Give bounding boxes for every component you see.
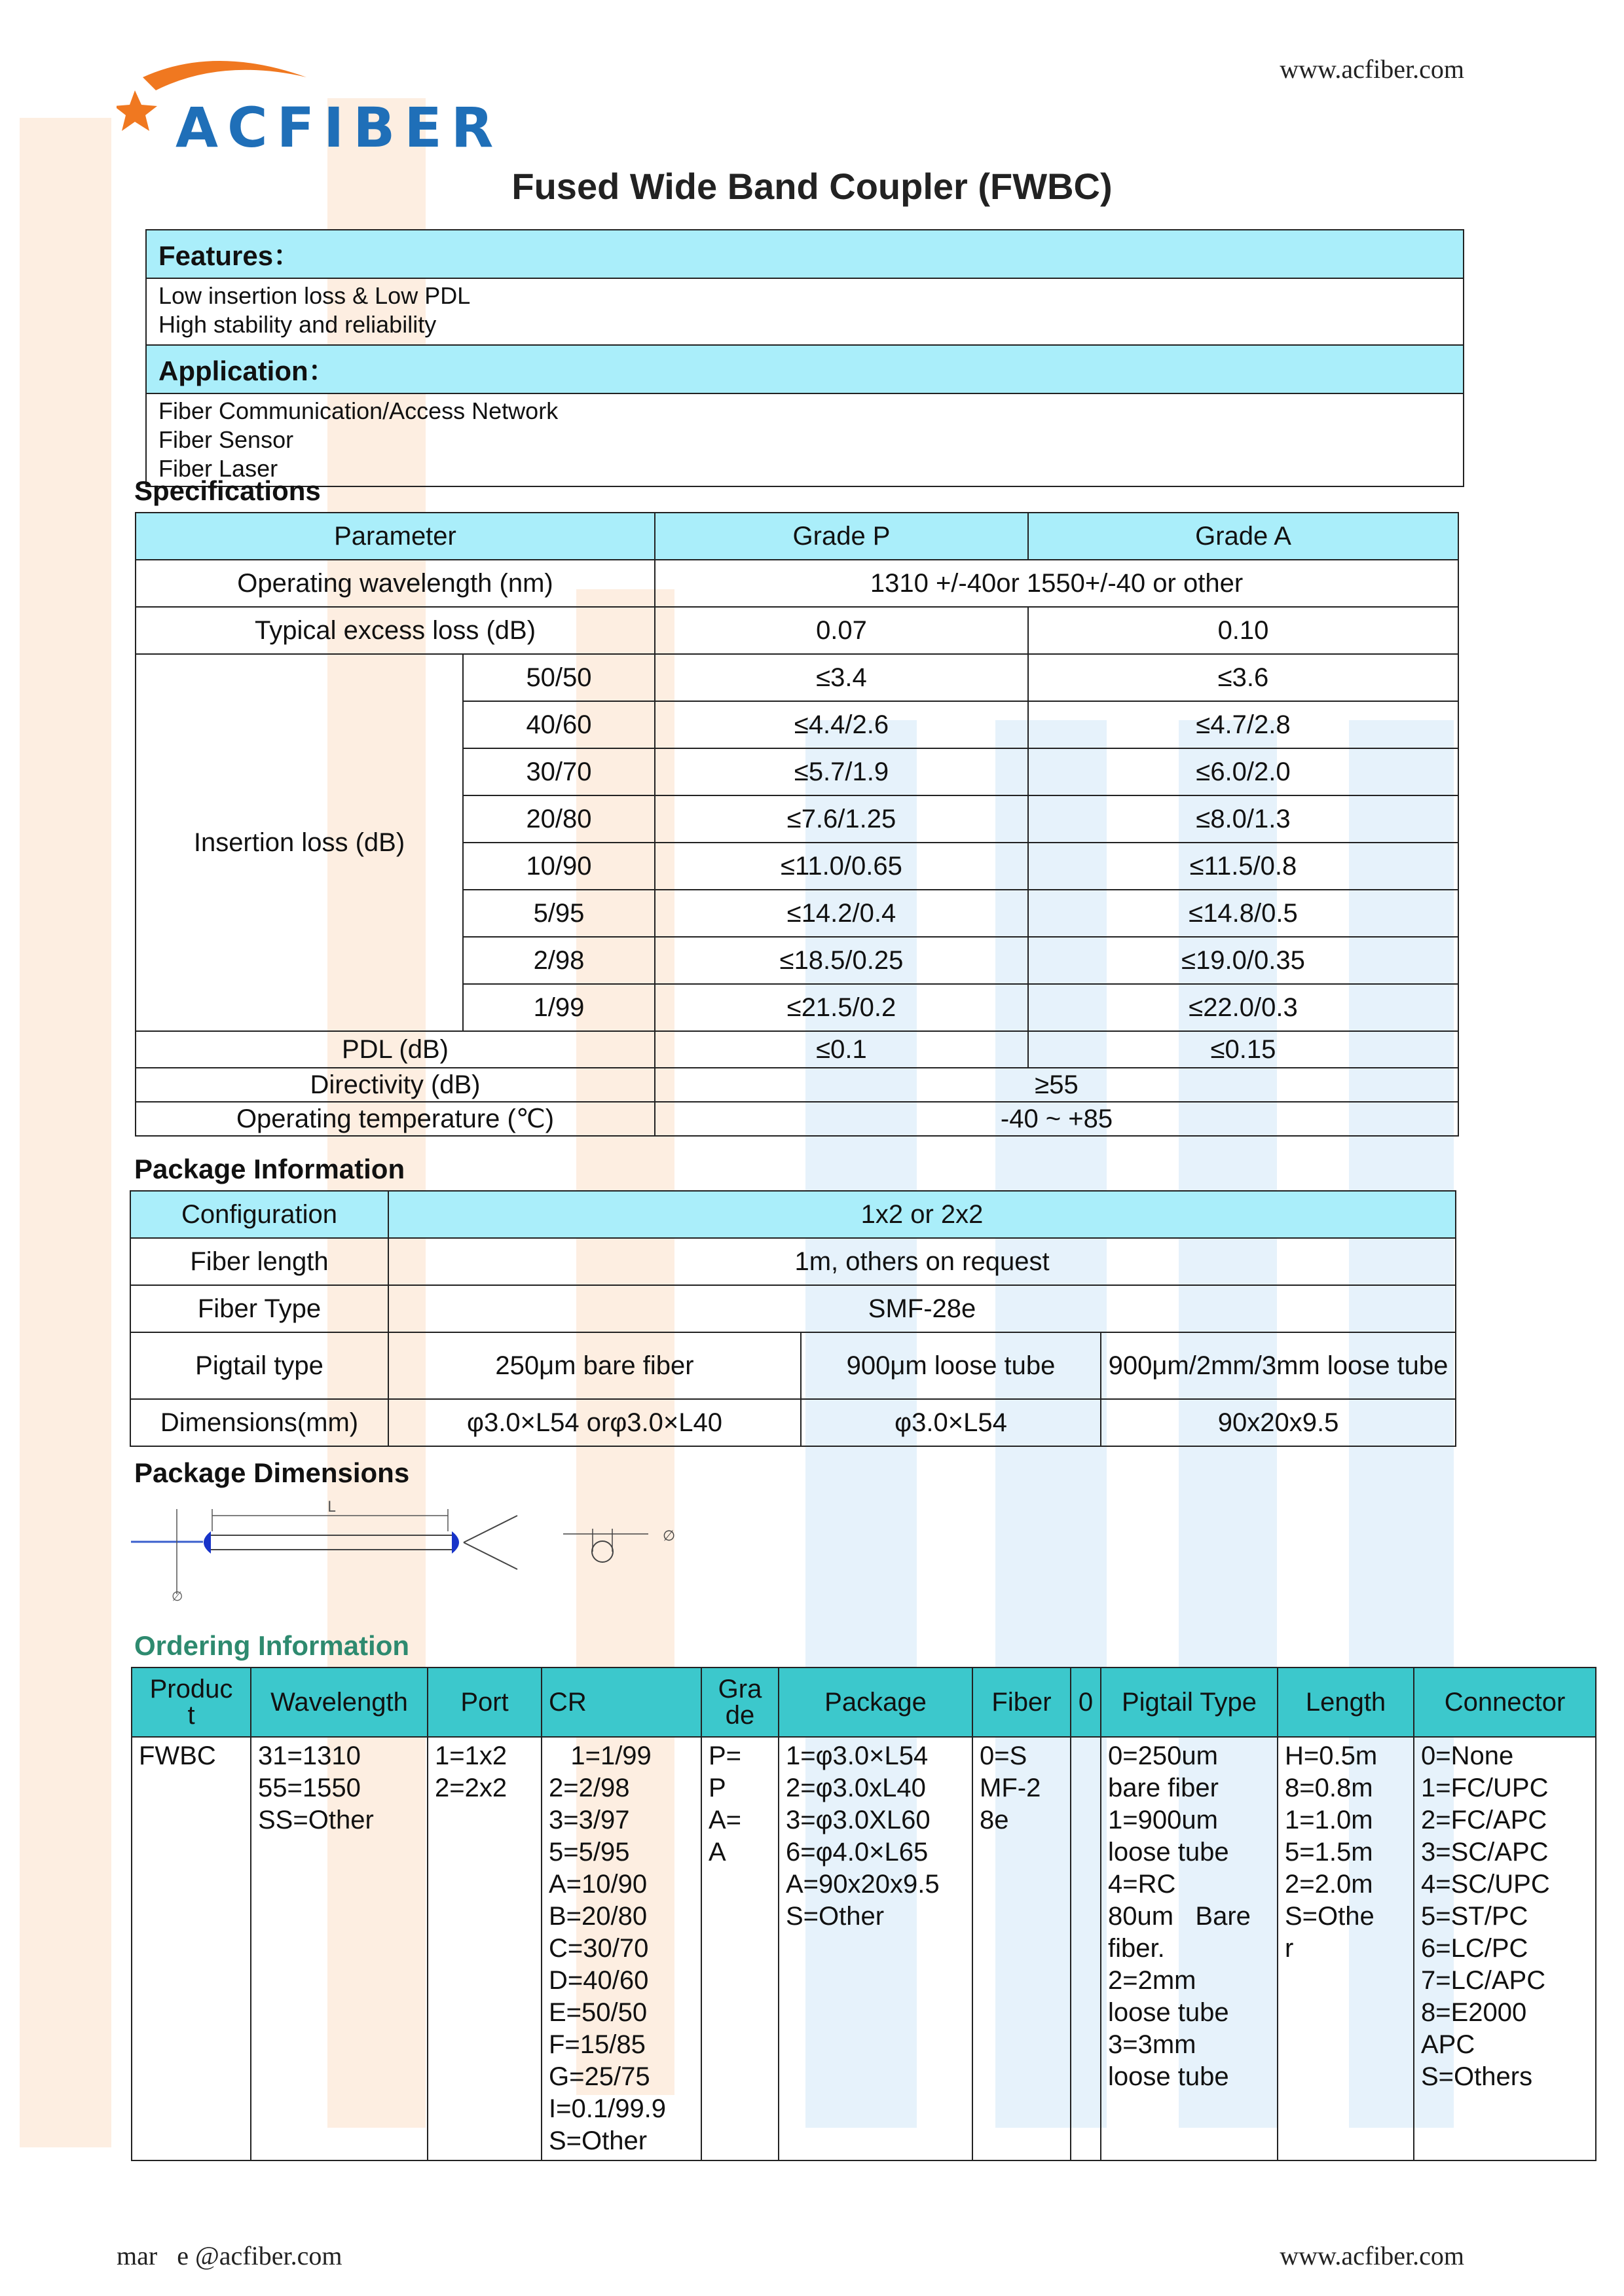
spec-ratio: 1/99 [463, 984, 655, 1031]
spec-ratio: 5/95 [463, 890, 655, 937]
spec-value: ≥55 [655, 1068, 1458, 1102]
spec-ratio: 30/70 [463, 748, 655, 795]
pkg-value: 90x20x9.5 [1101, 1399, 1456, 1446]
application-heading: Application： [146, 345, 1464, 393]
order-cell-cr: 1=1/99 2=2/98 3=3/97 5=5/95 A=10/90 B=20/80 C=30/70 D=40/60 E=50/50 F=15/85 G=25/75 I=0.1/99.9 S=Other [542, 1737, 701, 2160]
order-header-product: Produc t [132, 1667, 251, 1737]
spec-value-grade-p: ≤4.4/2.6 [655, 701, 1028, 748]
pkg-value: φ3.0×L54 [801, 1399, 1101, 1446]
spec-value-grade-p: ≤11.0/0.65 [655, 843, 1028, 890]
spec-value-grade-p: ≤3.4 [655, 654, 1028, 701]
spec-header-grade-a: Grade A [1028, 513, 1458, 560]
order-header-wavelength: Wavelength [251, 1667, 428, 1737]
pkg-param-name: Configuration [130, 1191, 388, 1238]
spec-value-grade-a: 0.10 [1028, 607, 1458, 654]
pkg-value: 900μm/2mm/3mm loose tube [1101, 1332, 1456, 1399]
spec-value-grade-a: ≤22.0/0.3 [1028, 984, 1458, 1031]
application-item: Fiber Laser [158, 455, 278, 482]
order-header-package: Package [779, 1667, 972, 1737]
pkg-value: SMF-28e [388, 1285, 1456, 1332]
spec-ratio: 2/98 [463, 937, 655, 984]
order-cell-connector: 0=None 1=FC/UPC 2=FC/APC 3=SC/APC 4=SC/UPC 5=ST/PC 6=LC/PC 7=LC/APC 8=E2000 APC S=Others [1414, 1737, 1596, 2160]
order-cell-grade: P= P A= A [701, 1737, 779, 2160]
spec-ratio: 40/60 [463, 701, 655, 748]
tube-left-end [204, 1531, 211, 1554]
pkg-value: 1x2 or 2x2 [388, 1191, 1456, 1238]
order-header-port: Port [428, 1667, 542, 1737]
spec-value-grade-a: ≤14.8/0.5 [1028, 890, 1458, 937]
application-item: Fiber Sensor [158, 426, 294, 453]
feature-item: High stability and reliability [158, 311, 437, 338]
spec-value-grade-a: ≤11.5/0.8 [1028, 843, 1458, 890]
order-header-cr: CR [542, 1667, 701, 1737]
order-header-grade: Gra de [701, 1667, 779, 1737]
package-dimensions-label: Package Dimensions [134, 1457, 410, 1488]
spec-value: -40 ~ +85 [655, 1102, 1458, 1136]
spec-param-name: Operating wavelength (nm) [136, 560, 655, 607]
order-cell-pigtail-type: 0=250um bare fiber 1=900um loose tube 4=RC 80um Bare fiber. 2=2mm loose tube 3=3mm loose tube [1101, 1737, 1278, 2160]
spec-value-grade-a: ≤19.0/0.35 [1028, 937, 1458, 984]
header-url[interactable]: www.acfiber.com [1280, 54, 1464, 84]
pkg-value: 900μm loose tube [801, 1332, 1101, 1399]
order-cell-wavelength: 31=1310 55=1550 SS=Other [251, 1737, 428, 2160]
spec-value-grade-p: ≤14.2/0.4 [655, 890, 1028, 937]
spec-value-grade-p: ≤5.7/1.9 [655, 748, 1028, 795]
ordering-table [131, 1667, 1596, 2161]
spec-ratio: 10/90 [463, 843, 655, 890]
pkg-value: φ3.0×L54 orφ3.0×L40 [388, 1399, 801, 1446]
tube-right-end [452, 1531, 459, 1554]
logo-wordmark: ACFIBER [175, 96, 503, 160]
spec-param-name: Typical excess loss (dB) [136, 607, 655, 654]
spec-value-grade-a: ≤3.6 [1028, 654, 1458, 701]
package-info-label: Package Information [134, 1154, 405, 1184]
spec-ratio: 50/50 [463, 654, 655, 701]
features-body [146, 278, 1464, 345]
spec-value-grade-p: ≤18.5/0.25 [655, 937, 1028, 984]
footer-url[interactable]: www.acfiber.com [1280, 2241, 1464, 2270]
page-title: Fused Wide Band Coupler (FWBC) [511, 166, 1113, 207]
spec-value-grade-a: ≤4.7/2.8 [1028, 701, 1458, 748]
acfiber-logo [117, 51, 503, 160]
specifications-label: Specifications [134, 475, 321, 506]
length-mark: L [327, 1499, 336, 1516]
order-cell-length: H=0.5m 8=0.8m 1=1.0m 5=1.5m 2=2.0m S=Othe r [1278, 1737, 1414, 2160]
spec-value-grade-a: ≤8.0/1.3 [1028, 795, 1458, 843]
pkg-param-name: Pigtail type [130, 1332, 388, 1399]
pkg-value: 250μm bare fiber [388, 1332, 801, 1399]
cross-section-circle [592, 1541, 613, 1562]
order-cell-fiber: 0=S MF-2 8e [972, 1737, 1071, 2160]
spec-value-grade-a: ≤0.15 [1028, 1031, 1458, 1068]
order-cell-zero [1071, 1737, 1101, 2160]
order-header-zero: 0 [1071, 1667, 1101, 1737]
pkg-param-name: Dimensions(mm) [130, 1399, 388, 1446]
spec-param-name: Directivity (dB) [136, 1068, 655, 1102]
order-cell-product: FWBC [132, 1737, 251, 2160]
footer-email[interactable]: mar e @acfiber.com [117, 2241, 342, 2270]
pkg-param-name: Fiber Type [130, 1285, 388, 1332]
spec-value: 1310 +/-40or 1550+/-40 or other [655, 560, 1458, 607]
application-body [146, 393, 1464, 486]
order-header-connector: Connector [1414, 1667, 1596, 1737]
features-table [145, 229, 1464, 487]
spec-ratio: 20/80 [463, 795, 655, 843]
spec-value-grade-p: 0.07 [655, 607, 1028, 654]
spec-param-name: Operating temperature (℃) [136, 1102, 655, 1136]
specifications-table [135, 512, 1459, 1137]
spec-param-name: PDL (dB) [136, 1031, 655, 1068]
ordering-info-label: Ordering Information [134, 1630, 409, 1661]
application-item: Fiber Communication/Access Network [158, 397, 559, 424]
order-header-pigtail-type: Pigtail Type [1101, 1667, 1278, 1737]
package-info-table [130, 1190, 1456, 1447]
order-header-fiber: Fiber [972, 1667, 1071, 1737]
order-cell-package: 1=φ3.0×L54 2=φ3.0xL40 3=φ3.0XL60 6=φ4.0×L65 A=90x20x9.5 S=Other [779, 1737, 972, 2160]
diameter-mark-right: ∅ [663, 1528, 676, 1544]
spec-header-parameter: Parameter [136, 513, 655, 560]
spec-header-grade-p: Grade P [655, 513, 1028, 560]
order-header-length: Length [1278, 1667, 1414, 1737]
spec-value-grade-p: ≤0.1 [655, 1031, 1028, 1068]
spec-value-grade-p: ≤21.5/0.2 [655, 984, 1028, 1031]
spec-value-grade-p: ≤7.6/1.25 [655, 795, 1028, 843]
package-dimension-drawing [131, 1489, 720, 1614]
order-cell-port: 1=1x2 2=2x2 [428, 1737, 542, 2160]
pkg-param-name: Fiber length [130, 1238, 388, 1285]
feature-item: Low insertion loss & Low PDL [158, 282, 471, 309]
diameter-mark-left: ∅ [172, 1588, 183, 1604]
spec-value-grade-a: ≤6.0/2.0 [1028, 748, 1458, 795]
pkg-value: 1m, others on request [388, 1238, 1456, 1285]
features-heading: Features： [146, 230, 1464, 278]
spec-param-name: Insertion loss (dB) [136, 654, 463, 1031]
